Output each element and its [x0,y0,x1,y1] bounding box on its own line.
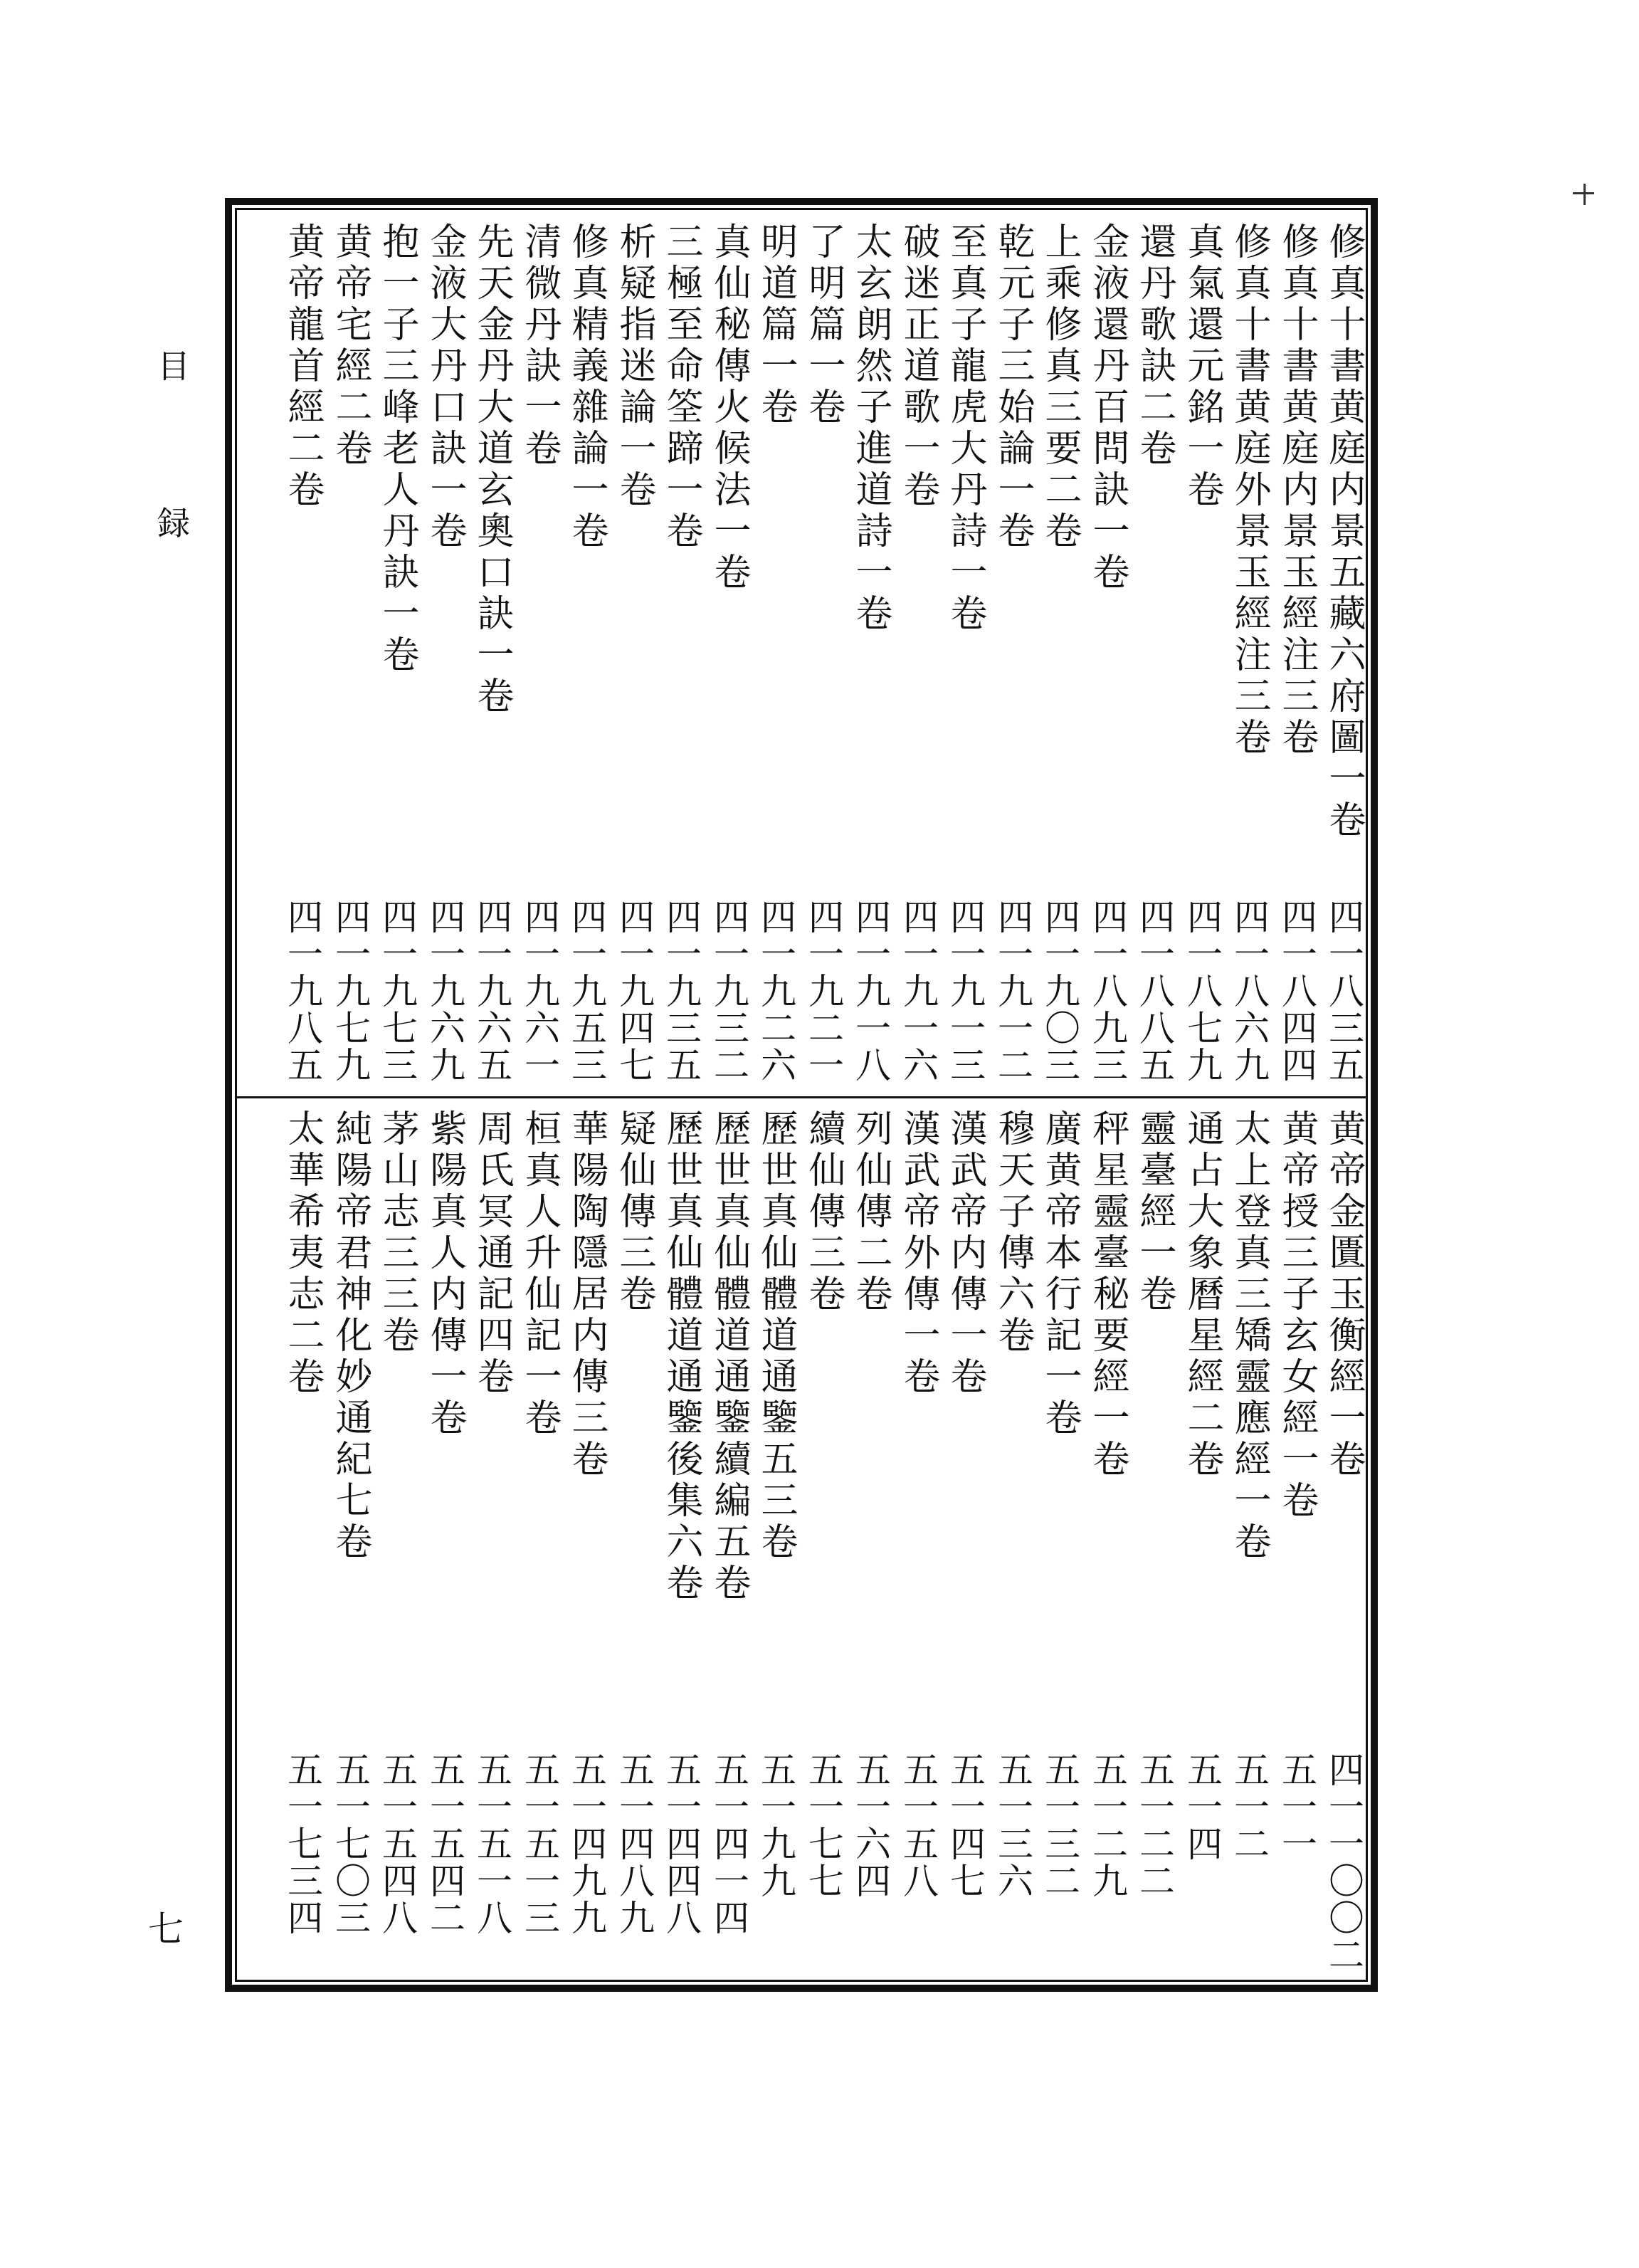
upper-entry-title: 先天金丹大道玄奧口訣一卷 [470,222,513,718]
lower-entry-title: 黄帝金匱玉衡經一卷 [1322,1109,1365,1481]
upper-entry-page: 四一八七九 [1181,898,1223,1083]
lower-entry-title: 靈臺經一卷 [1133,1109,1176,1316]
lower-entry-page: 四一一〇〇二 [1323,1751,1364,1973]
lower-entry-title: 紫陽真人内傳一卷 [423,1109,466,1439]
lower-entry-title: 純陽帝君神化妙通紀七卷 [329,1109,371,1563]
lower-entry-title: 太華希夷志二卷 [281,1109,324,1398]
upper-entry-title: 乾元子三始論一卷 [991,222,1034,552]
lower-entry-page: 五一四八九 [613,1751,655,1936]
folio-number: 七 [148,1909,184,1950]
upper-entry-page: 四一九一二 [992,898,1033,1083]
corner-mark [1583,184,1586,205]
upper-entry-page: 四一九〇三 [1039,898,1080,1083]
lower-entry-title: 黄帝授三子玄女經一卷 [1275,1109,1318,1522]
lower-entry-title: 歷世真仙體道通鑒後集六卷 [660,1109,702,1605]
lower-entry-title: 歷世真仙體道通鑒五三卷 [754,1109,797,1563]
upper-entry-page: 四一九六九 [424,898,465,1083]
lower-entry-title: 漢武帝外傳一卷 [897,1109,939,1398]
upper-entry-page: 四一九七三 [376,898,418,1083]
lower-entry-page: 五一五四二 [424,1751,465,1936]
lower-entry-title: 茅山志三三卷 [376,1109,418,1357]
lower-entry-page: 五一二二 [1134,1751,1175,1899]
lower-entry-page: 五一六四 [850,1751,891,1899]
lower-entry-page: 五一二九 [1087,1751,1128,1899]
upper-entry-page: 四一九一六 [897,898,939,1083]
upper-entry-page: 四一九六五 [471,898,512,1083]
upper-entry-page: 四一九一三 [944,898,986,1083]
upper-entry-title: 清微丹訣一卷 [518,222,561,470]
lower-entry-title: 太上登真三矯靈應經一卷 [1228,1109,1270,1563]
upper-entry-title: 明道篇一卷 [754,222,797,429]
upper-entry-title: 抱一子三峰老人丹訣一卷 [376,222,418,676]
lower-entry-title: 通占大象曆星經二卷 [1181,1109,1223,1481]
register-divider [237,1096,1366,1098]
lower-entry-page: 五一四一四 [708,1751,749,1936]
upper-entry-title: 真氣還元銘一卷 [1181,222,1223,511]
lower-entry-page: 五一七〇三 [330,1751,371,1936]
lower-entry-title: 桓真人升仙記一卷 [518,1109,561,1439]
upper-entry-title: 黄帝宅經二卷 [329,222,371,470]
upper-entry-page: 四一九三二 [708,898,749,1083]
upper-entry-page: 四一九二一 [803,898,844,1083]
upper-entry-title: 了明篇一卷 [802,222,845,429]
lower-entry-page: 五一九九 [755,1751,796,1899]
upper-entry-title: 析疑指迷論一卷 [613,222,655,511]
upper-entry-page: 四一八八五 [1134,898,1175,1083]
lower-entry-title: 歷世真仙體道通鑒續編五卷 [707,1109,750,1605]
lower-entry-page: 五一四九九 [566,1751,607,1936]
section-label: 目 録 [152,349,191,596]
upper-entry-title: 金液還丹百問訣一卷 [1086,222,1129,594]
lower-entry-page: 五一七七 [803,1751,844,1899]
upper-entry-title: 三極至命筌蹄一卷 [660,222,702,552]
upper-entry-page: 四一九六一 [519,898,560,1083]
upper-entry-title: 金液大丹口訣一卷 [423,222,466,552]
lower-entry-page: 五一二 [1228,1751,1270,1862]
lower-entry-title: 列仙傳二卷 [849,1109,892,1316]
lower-entry-page: 五一一 [1276,1751,1317,1862]
upper-entry-title: 修真十書黄庭外景玉經注三卷 [1228,222,1270,759]
lower-entry-page: 五一五四八 [376,1751,418,1936]
upper-entry-page: 四一九一八 [850,898,891,1083]
lower-entry-title: 疑仙傳三卷 [613,1109,655,1316]
upper-entry-page: 四一九八五 [282,898,323,1083]
lower-entry-title: 周氏冥通記四卷 [470,1109,513,1398]
upper-entry-title: 修真十書黄庭内景五藏六府圖一卷 [1322,222,1365,841]
upper-entry-page: 四一九三五 [660,898,702,1083]
upper-entry-title: 上乘修真三要二卷 [1038,222,1081,552]
upper-entry-title: 至真子龍虎大丹詩一卷 [944,222,986,635]
upper-entry-page: 四一九四七 [613,898,655,1083]
lower-entry-title: 廣黄帝本行記一卷 [1038,1109,1081,1439]
lower-entry-title: 秤星靈臺秘要經一卷 [1086,1109,1129,1481]
lower-entry-page: 五一四四八 [660,1751,702,1936]
upper-entry-title: 修真精義雜論一卷 [565,222,608,552]
upper-entry-page: 四一九二六 [755,898,796,1083]
upper-entry-page: 四一八四四 [1276,898,1317,1083]
lower-entry-page: 五一四 [1181,1751,1223,1862]
upper-entry-title: 破迷正道歌一卷 [897,222,939,511]
upper-entry-title: 還丹歌訣二卷 [1133,222,1176,470]
upper-entry-title: 太玄朗然子進道詩一卷 [849,222,892,635]
upper-entry-page: 四一九五三 [566,898,607,1083]
lower-entry-page: 五一五一八 [471,1751,512,1936]
lower-entry-page: 五一三二 [1039,1751,1080,1899]
lower-entry-page: 五一三六 [992,1751,1033,1899]
upper-entry-title: 真仙秘傳火候法一卷 [707,222,750,594]
lower-entry-page: 五一五八 [897,1751,939,1899]
lower-entry-page: 五一七三四 [282,1751,323,1936]
upper-entry-page: 四一八三五 [1323,898,1364,1083]
upper-entry-title: 黄帝龍首經二卷 [281,222,324,511]
lower-entry-title: 漢武帝内傳一卷 [944,1109,986,1398]
lower-entry-title: 華陽陶隱居内傳三卷 [565,1109,608,1481]
upper-entry-title: 修真十書黄庭内景玉經注三卷 [1275,222,1318,759]
lower-entry-page: 五一四七 [944,1751,986,1899]
upper-entry-page: 四一八六九 [1228,898,1270,1083]
upper-entry-page: 四一八九三 [1087,898,1128,1083]
lower-entry-title: 續仙傳三卷 [802,1109,845,1316]
lower-entry-page: 五一五一三 [519,1751,560,1936]
upper-entry-page: 四一九七九 [330,898,371,1083]
lower-entry-title: 穆天子傳六卷 [991,1109,1034,1357]
